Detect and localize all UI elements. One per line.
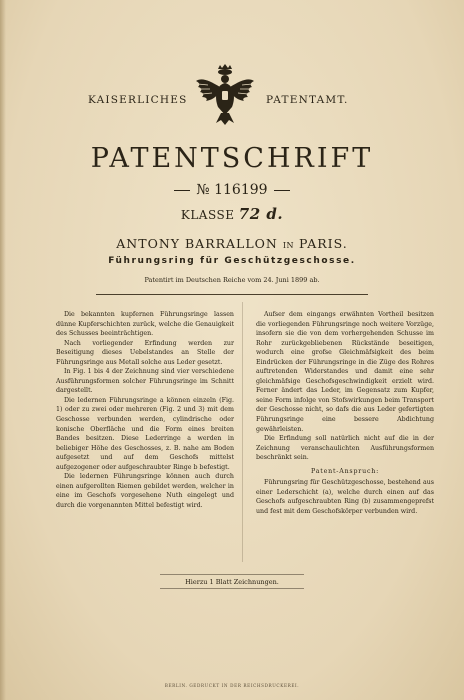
note-rule-bottom [160, 588, 304, 589]
author-in: IN [282, 241, 294, 250]
left-column [56, 310, 234, 510]
paragraph: Die bekannten kupfernen Führungsringe lassen dünne Kupferschichten zurück, welche die Genauigkeit des Schusses beeinträchtigen. [56, 311, 234, 338]
heading-rule [96, 294, 368, 295]
claim-text: Führungsring für Geschützgeschosse, bestehend aus einer Lederschicht (a), welche durch einen auf das Geschofs aufgeschraubten Ring (b) zusammengeprefst und fest mit dem Geschofskörper verbunden wird. [256, 479, 434, 515]
note-rule-top [160, 574, 304, 575]
claim-heading: Patent-Anspruch: [310, 467, 380, 475]
patented-date: Patentirt im Deutschen Reiche vom 24. Juni 1899 ab. [144, 276, 320, 284]
header-office-right: PATENTAMT. [266, 94, 349, 106]
klasse-value: 72 d. [238, 205, 284, 223]
klasse-line [0, 205, 464, 223]
paragraph: Die Erfindung soll natürlich nicht auf die in der Zeichnung veranschaulichten Ausführungsformen beschränkt sein. [256, 435, 434, 462]
right-column [256, 310, 434, 516]
imperial-eagle-icon [194, 63, 256, 127]
document-title: PATENTSCHRIFT [90, 143, 374, 174]
paragraph: Nach vorliegender Erfindung werden zur Beseitigung dieses Uebelstandes an Stelle der Führungsringe aus Metall solche aus Leder gesetzt. [56, 339, 234, 366]
header-office-left: KAISERLICHES [88, 94, 188, 106]
column-divider [242, 302, 243, 562]
page-edge [0, 0, 6, 700]
paragraph: Aufser dem eingangs erwähnten Vortheil besitzen die vorliegenden Führungsringe noch weitere Vorzüge, insofern sie die von dem vorhergehenden Schusse im Rohr zurückgebliebenen Rückstände beseitigen, wodurch eine grofse Gleichmäfsigkeit des beim Eindrücken der Führungsringe in die Züge des Rohres auftretenden Widerstandes und damit eine sehr gleichmäfsige Geschofsgeschwindigkeit erzielt wird. Ferner ändert das Leder, im Gegensatz zum Kupfer, seine Form infolge von Stofswirkungen beim Transport der Geschosse nicht, so dafs die aus Leder gefertigten Führungsringe eine bessere Abdichtung gewährleisten. [256, 311, 434, 433]
author-name: ANTONY BARRALLON [116, 236, 278, 251]
paragraph: Die ledernen Führungsringe können auch durch einen aufgerollten Riemen gebildet werden, welcher in eine im Geschofs vorgesehene Nuth eingelegt und durch die vorgenannten Mittel befestigt wird. [56, 473, 234, 509]
subject-heading: Führungsring für Geschützgeschosse. [108, 256, 356, 266]
paragraph: Die ledernen Führungsringe a können einzeln (Fig. 1) oder zu zwei oder mehreren (Fig. 2 und 3) mit dem Geschosse verbunden werden, cylindrische oder konische Oberfläche und die Form eines breiten Bandes besitzen. Diese Lederringe a werden in beliebiger Höhe des Geschosses, z. B. nahe am Boden aufgesetzt und auf dem Geschofs mittelst aufgezogener oder aufgeschraubter Ringe b befestigt. [56, 396, 234, 471]
printer-imprint: BERLIN. GEDRUCKT IN DER REICHSDRUCKEREI. [164, 683, 300, 688]
patent-number-row [0, 182, 464, 198]
author-line [0, 236, 464, 251]
author-place: PARIS. [298, 236, 348, 251]
drawings-note: Hierzu 1 Blatt Zeichnungen. [185, 578, 279, 586]
klasse-label: KLASSE [180, 208, 235, 222]
dash-left [174, 190, 190, 191]
patent-number: № 116199 [196, 182, 268, 198]
dash-right [274, 190, 290, 191]
paragraph: In Fig. 1 bis 4 der Zeichnung sind vier verschiedene Ausführungsformen solcher Führungsringe im Schnitt dargestellt. [56, 368, 234, 395]
